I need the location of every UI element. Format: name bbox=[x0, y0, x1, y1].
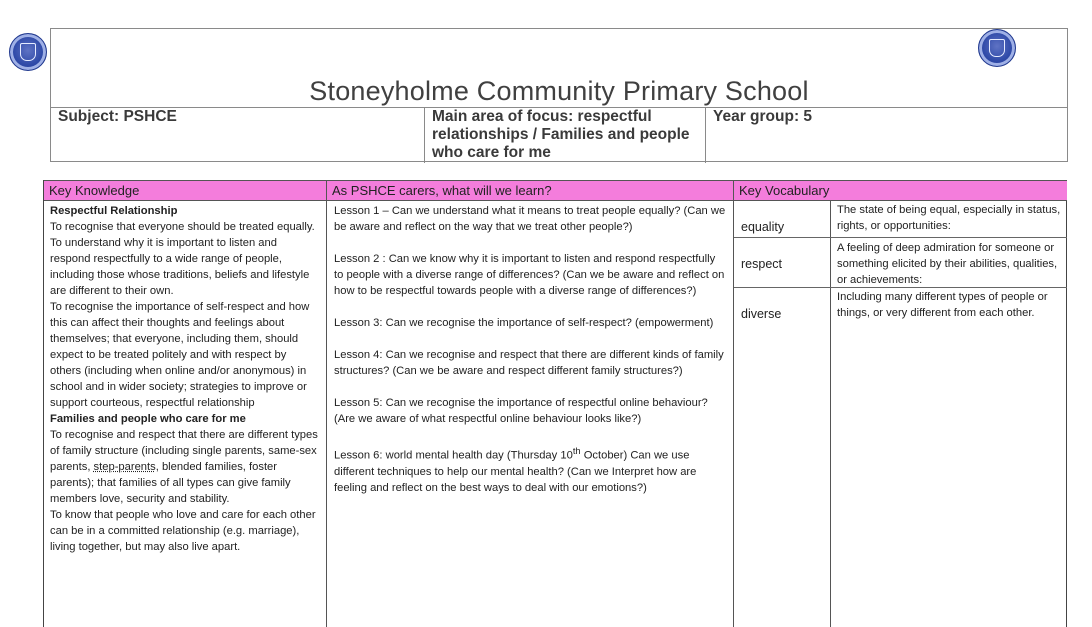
school-logo-left-icon bbox=[9, 33, 47, 71]
text-run: , blended families, foster parents); that families of all types can give family members love, security and stability. bbox=[50, 461, 291, 505]
knowledge-paragraph bbox=[50, 427, 320, 507]
header-info-row bbox=[51, 107, 1067, 163]
text-run: step-parents bbox=[93, 461, 156, 473]
knowledge-paragraph: To recognise that everyone should be treated equally. bbox=[50, 221, 315, 233]
lesson-item: Lesson 1 – Can we understand what it means to treat people equally? (Can we be aware and reflect on the way that we treat other people?) bbox=[334, 205, 726, 233]
vocabulary-definitions-column bbox=[831, 201, 1067, 627]
subject-cell: Subject: PSHCE bbox=[51, 108, 425, 163]
superscript: th bbox=[572, 446, 581, 456]
vocabulary-words-column bbox=[734, 201, 831, 627]
knowledge-heading-respectful: Respectful Relationship bbox=[50, 205, 178, 217]
knowledge-paragraph: To understand why it is important to listen and respond respectfully to a wide range of people, including those whose traditions, beliefs and lifestyle are different to their own. bbox=[50, 237, 310, 297]
knowledge-paragraph: To recognise the importance of self-respect and how this can affect their thoughts and feelings about themselves; that everyone, including them, should expect to be treated politely and with respect by others (including when online and/or anonymous) in school and in wider society; strategies to improve or support courteous, respectful relationship bbox=[50, 301, 310, 409]
header-box bbox=[50, 28, 1068, 162]
key-knowledge-column bbox=[44, 201, 327, 627]
text-run: October) Can we use different techniques to help our mental health? (Can we Interpret how are feeling and reflect on the best ways to deal with our emotions?) bbox=[334, 449, 697, 494]
header-key-knowledge: Key Knowledge bbox=[44, 181, 327, 200]
lesson-item bbox=[334, 443, 726, 496]
focus-cell: Main area of focus: respectful relationships / Families and people who care for me bbox=[425, 108, 706, 163]
lesson-item: Lesson 3: Can we recognise the importance of self-respect? (empowerment) bbox=[334, 317, 714, 329]
year-group-cell: Year group: 5 bbox=[713, 108, 813, 125]
lesson-item: Lesson 5: Can we recognise the importance of respectful online behaviour? (Are we aware of what respectful online behaviour looks like?) bbox=[334, 397, 708, 425]
lessons-column bbox=[327, 201, 734, 627]
vocab-word: diverse bbox=[741, 307, 782, 321]
knowledge-heading-families: Families and people who care for me bbox=[50, 413, 246, 425]
vocab-definition: A feeling of deep admiration for someone or something elicited by their abilities, qualities, or achievements: bbox=[831, 238, 1067, 288]
school-name: Stoneyholme Community Primary School bbox=[309, 76, 809, 106]
curriculum-table bbox=[43, 180, 1067, 627]
table-header-row bbox=[44, 180, 1067, 201]
vocab-word: equality bbox=[734, 201, 831, 238]
lesson-item: Lesson 4: Can we recognise and respect that there are different kinds of family structures? (Can we be aware and respect different family structures?) bbox=[334, 349, 724, 377]
header-key-vocabulary: Key Vocabulary bbox=[739, 183, 830, 198]
header-what-we-learn: As PSHCE carers, what will we learn? bbox=[327, 181, 734, 200]
vocab-definition: The state of being equal, especially in status, rights, or opportunities: bbox=[831, 201, 1067, 238]
knowledge-paragraph: To know that people who love and care for each other can be in a committed relationship (e.g. marriage), living together, but may also live apart. bbox=[50, 509, 316, 553]
vocab-word: respect bbox=[734, 238, 831, 288]
lesson-item: Lesson 2 : Can we know why it is important to listen and respond respectfully to people with a diverse range of differences? (Can we be aware and reflect on how to be respectful towards people with a diverse range of differences?) bbox=[334, 253, 725, 297]
text-run: To recognise and respect that there are different types of family structure (including single parents, same-sex parents, bbox=[50, 429, 318, 473]
vocab-definition: Including many different types of people or things, or very different from each other. bbox=[837, 291, 1048, 319]
text-run: Lesson 6: world mental health day (Thursday 10 bbox=[334, 449, 573, 462]
